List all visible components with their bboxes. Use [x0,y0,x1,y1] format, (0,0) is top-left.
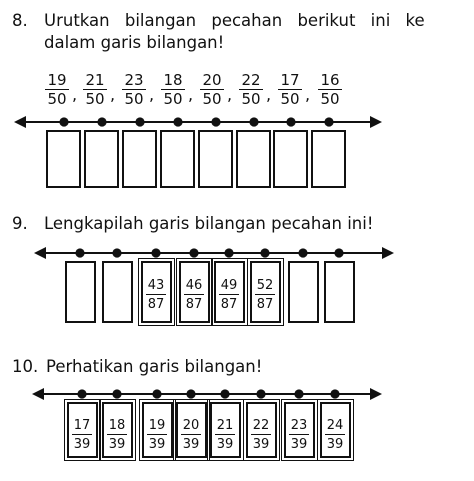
q9-box-4 [179,261,210,323]
q8-fraction-denominator: 50 [241,90,261,108]
q8-answer-box-2[interactable] [84,130,119,188]
q8-number-line [14,116,382,128]
q10-box-fraction [144,418,171,452]
q8-fraction-numerator: 22 [239,72,263,90]
q10-number-line-point-4 [186,389,195,398]
fraction-numerator: 21 [216,418,234,433]
q10-box-fraction [286,418,313,452]
question-9-text: Lengkapilah garis bilangan pecahan ini! [44,214,374,233]
fraction-numerator: 20 [182,418,200,433]
fraction-numerator: 43 [147,278,165,293]
q8-answer-box-5[interactable] [198,130,233,188]
q8-number-line-right-arrow [370,116,382,128]
question-9-number: 9. [12,214,28,233]
fraction-denominator: 87 [256,297,274,312]
fraction-denominator: 87 [220,297,238,312]
fraction-numerator: 19 [148,418,166,433]
question-10 [12,356,467,380]
q10-box-fraction [212,418,239,452]
q10-number-line-left-arrow [32,388,44,400]
q8-fraction-numerator: 19 [45,72,69,90]
q8-number-line-point-8 [324,117,333,126]
q9-number-line-point-6 [260,248,269,257]
q8-separator: , [149,85,155,104]
q10-box-fraction [322,418,349,452]
question-8-number: 8. [12,11,28,30]
q8-number-line-point-1 [59,117,68,126]
q8-answer-box-3[interactable] [122,130,157,188]
q9-box-6 [250,261,281,323]
q8-fraction-denominator: 50 [85,90,105,108]
q8-answer-box-7[interactable] [273,130,308,188]
fraction-denominator: 39 [182,437,200,452]
fraction-numerator: 23 [290,418,308,433]
q9-number-line-right-arrow [382,247,394,259]
fraction-denominator: 87 [147,297,165,312]
q9-number-line-point-1 [75,248,84,257]
q10-box-fraction [178,418,205,452]
q10-number-line-point-1 [77,389,86,398]
q10-number-line-point-6 [256,389,265,398]
q8-number-line-left-arrow [14,116,26,128]
q8-fraction-numerator: 18 [161,72,185,90]
q9-box-fraction [252,278,279,312]
q8-number-line-point-4 [173,117,182,126]
q9-number-line-point-3 [151,248,160,257]
q9-box-fraction [181,278,208,312]
q9-box-fraction [216,278,243,312]
q8-separator: , [188,85,194,104]
q9-box-1[interactable] [65,261,96,323]
q10-box-2 [102,402,133,458]
q9-box-5 [214,261,245,323]
q8-separator: , [110,85,116,104]
q10-number-line-right-arrow [370,388,382,400]
q10-number-line-point-7 [294,389,303,398]
q10-box-1 [67,402,98,458]
fraction-denominator: 39 [216,437,234,452]
q10-number-line-point-8 [330,389,339,398]
fraction-denominator: 39 [252,437,270,452]
fraction-numerator: 46 [185,278,203,293]
fraction-denominator: 39 [326,437,344,452]
q10-box-6 [246,402,277,458]
q8-fraction-denominator: 50 [47,90,67,108]
q10-box-8 [320,402,351,458]
q9-number-line-left-arrow [34,247,46,259]
q8-fraction-numerator: 21 [83,72,107,90]
q8-number-line-point-2 [97,117,106,126]
q8-fraction-numerator: 20 [200,72,224,90]
q8-fraction-denominator: 50 [163,90,183,108]
q8-fraction-numerator: 23 [122,72,146,90]
q10-box-fraction [69,418,96,452]
q8-answer-box-1[interactable] [46,130,81,188]
fraction-numerator: 18 [108,418,126,433]
q9-number-line-point-5 [224,248,233,257]
q8-fraction-denominator: 50 [202,90,222,108]
q9-box-7[interactable] [288,261,319,323]
q10-number-line-point-3 [152,389,161,398]
fraction-denominator: 39 [148,437,166,452]
fraction-denominator: 87 [185,297,203,312]
q9-box-3 [141,261,172,323]
question-10-text: Perhatikan garis bilangan! [46,357,263,376]
q8-answer-box-6[interactable] [236,130,271,188]
q10-box-5 [210,402,241,458]
q9-box-8[interactable] [324,261,355,323]
q10-box-7 [284,402,315,458]
q8-fraction-denominator: 50 [124,90,144,108]
question-8-text-line1: Urutkan bilangan pecahan berikut ini ke [44,11,425,30]
fraction-denominator: 39 [108,437,126,452]
q10-number-line-point-2 [112,389,121,398]
q8-fraction-numerator: 17 [278,72,302,90]
q9-number-line [34,247,394,259]
fraction-numerator: 17 [73,418,91,433]
q8-fraction-denominator: 50 [320,90,340,108]
q8-separator: , [72,85,78,104]
q8-answer-box-8[interactable] [311,130,346,188]
q8-number-line-point-5 [211,117,220,126]
q8-separator: , [227,85,233,104]
q9-number-line-point-2 [112,248,121,257]
fraction-denominator: 39 [290,437,308,452]
q10-number-line [32,388,382,400]
fraction-numerator: 24 [326,418,344,433]
q9-number-line-point-7 [298,248,307,257]
q10-box-4 [176,402,207,458]
q10-box-fraction [248,418,275,452]
fraction-numerator: 49 [220,278,238,293]
q9-box-fraction [143,278,170,312]
q8-separator: , [266,85,272,104]
q9-box-2[interactable] [102,261,133,323]
q9-number-line-point-8 [334,248,343,257]
q10-box-fraction [104,418,131,452]
question-9 [12,213,467,237]
q8-fraction-denominator: 50 [280,90,300,108]
q9-number-line-point-4 [189,248,198,257]
fraction-numerator: 52 [256,278,274,293]
question-10-number: 10. [12,357,39,376]
fraction-numerator: 22 [252,418,270,433]
q8-number-line-point-6 [249,117,258,126]
q8-number-line-point-7 [286,117,295,126]
q8-fraction-numerator: 16 [318,72,342,90]
q8-separator: , [305,85,311,104]
q10-box-3 [142,402,173,458]
q8-answer-box-4[interactable] [160,130,195,188]
q8-number-line-point-3 [135,117,144,126]
question-8-text-line2: dalam garis bilangan! [44,33,225,52]
q10-number-line-point-5 [220,389,229,398]
fraction-denominator: 39 [73,437,91,452]
